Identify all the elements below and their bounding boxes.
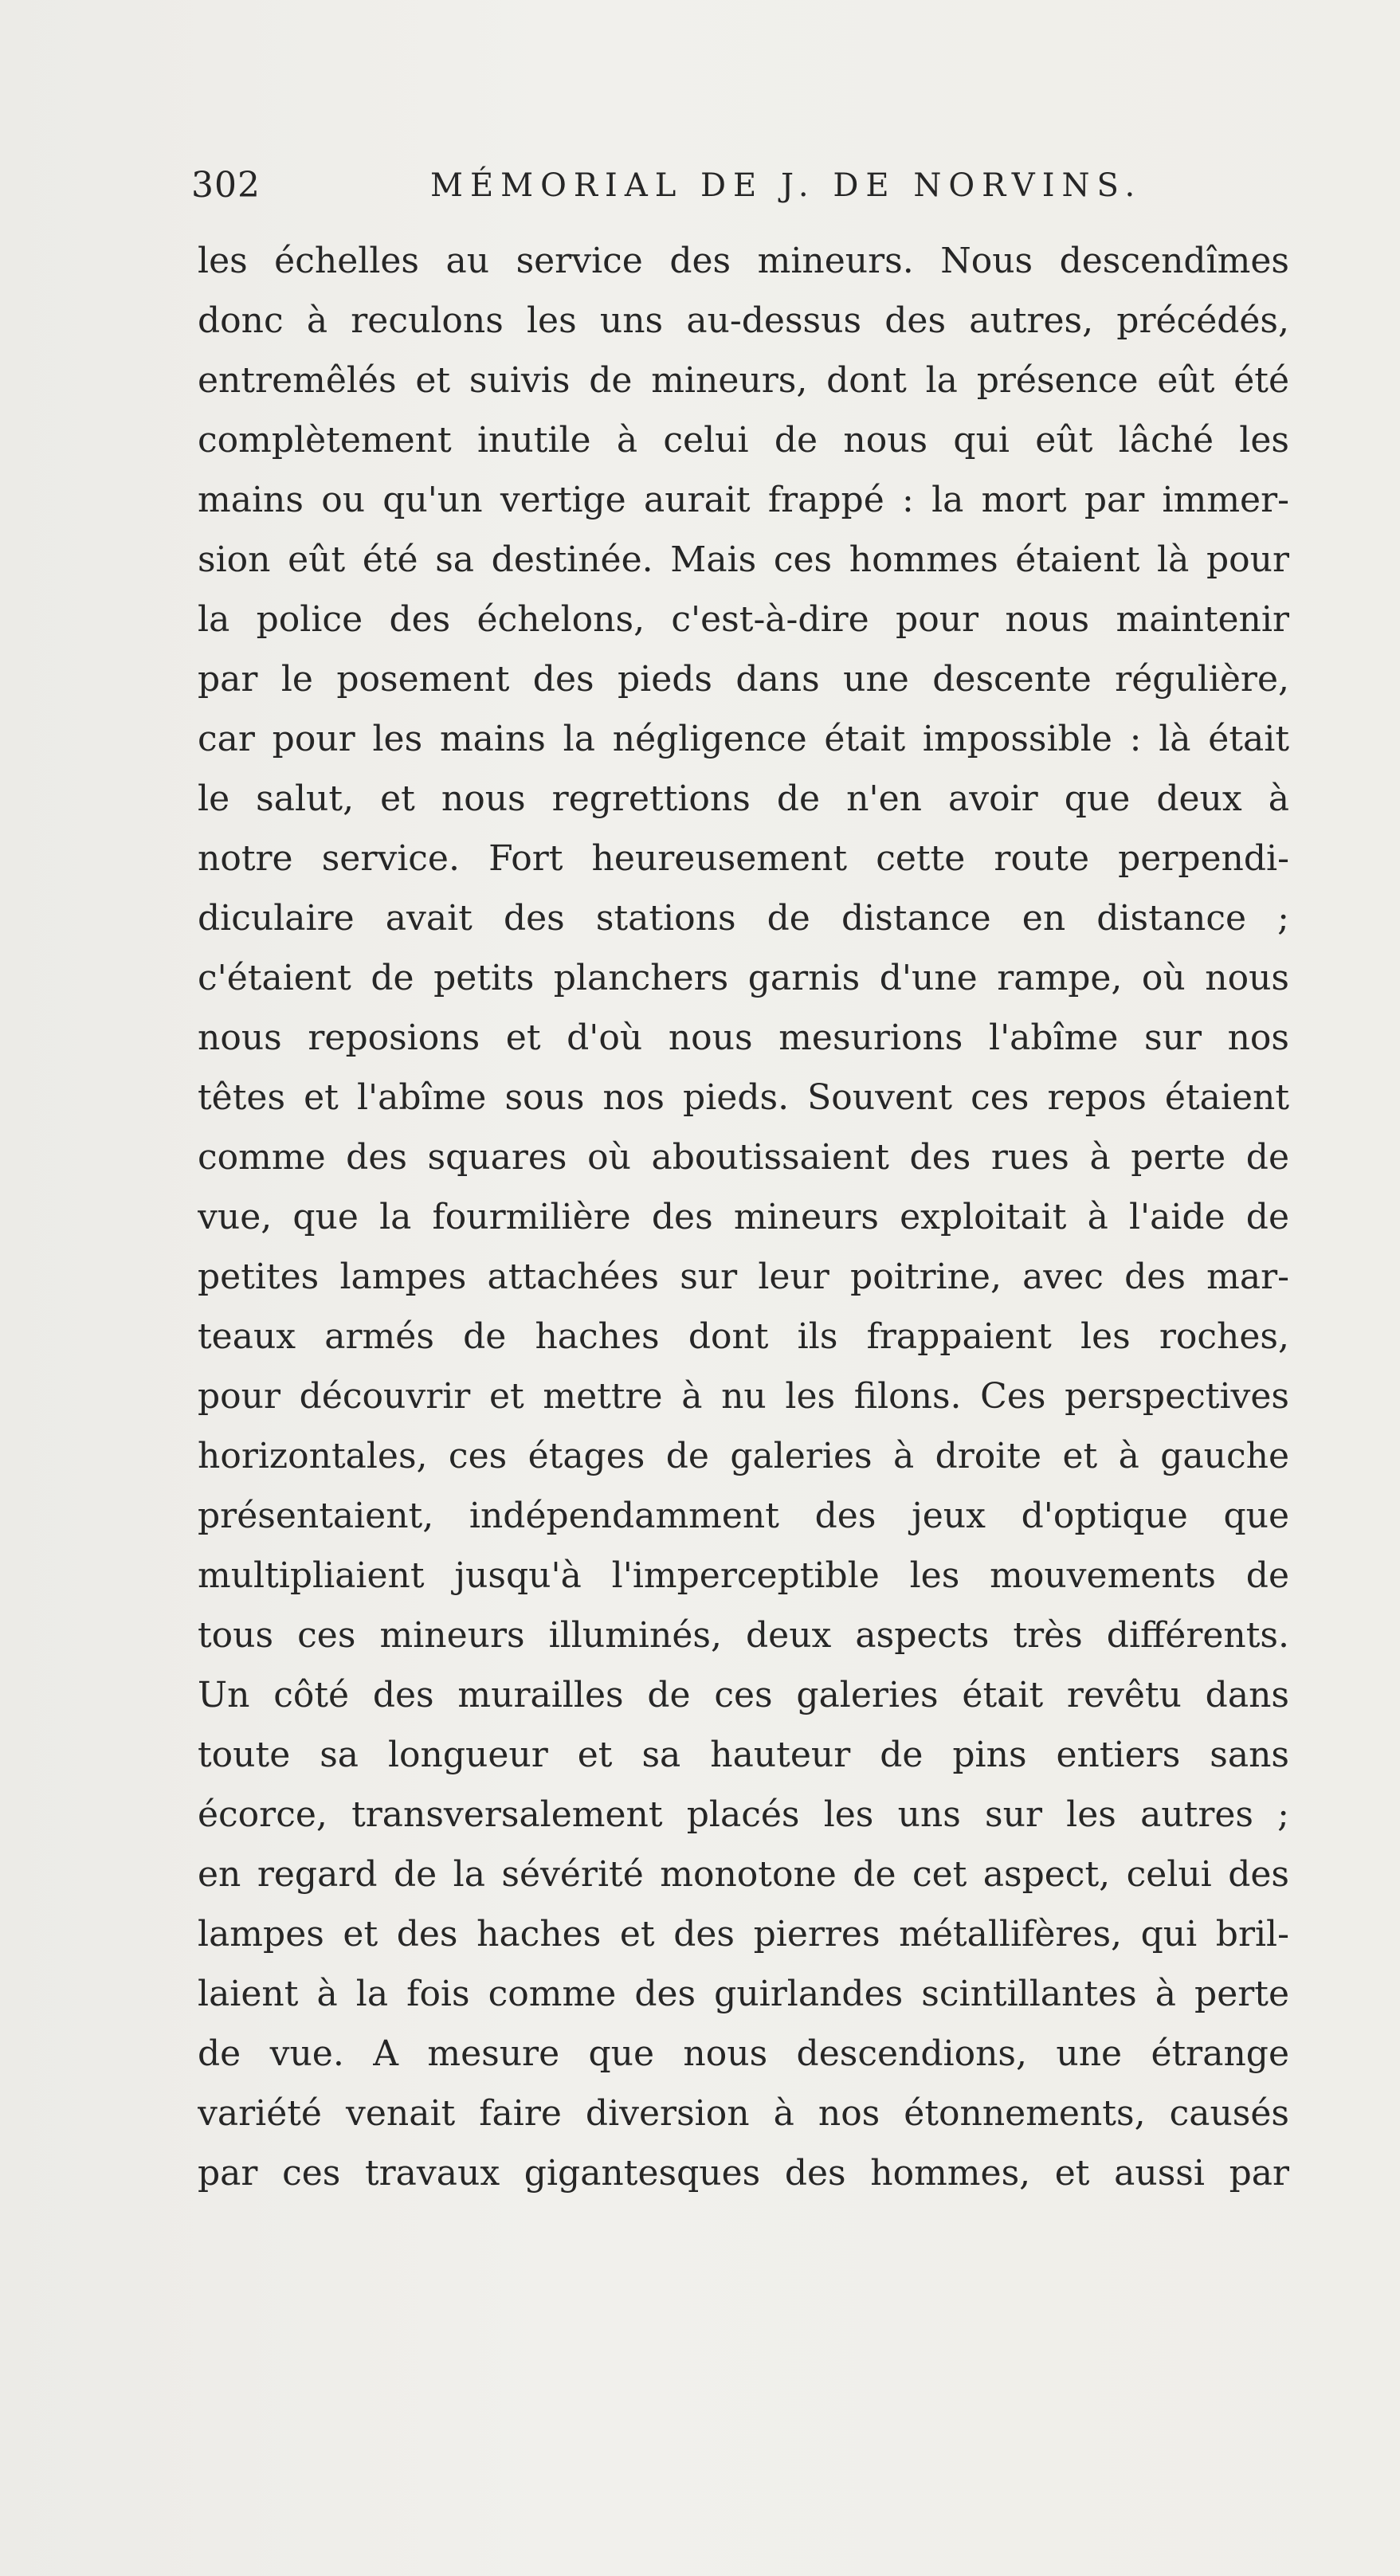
text-line: par le posement des pieds dans une descente régulière,: [198, 659, 1289, 700]
text-line: multipliaient jusqu'à l'imperceptible les mouvements de: [198, 1555, 1289, 1596]
text-line: diculaire avait des stations de distance en distance ;: [198, 898, 1289, 939]
text-line: par ces travaux gigantesques des hommes, et aussi par: [198, 2153, 1289, 2194]
text-line: laient à la fois comme des guirlandes scintillantes à perte: [198, 1974, 1289, 2014]
text-line: donc à reculons les uns au-dessus des autres, précédés,: [198, 300, 1289, 341]
text-line: écorce, transversalement placés les uns sur les autres ;: [198, 1794, 1289, 1835]
text-line: toute sa longueur et sa hauteur de pins entiers sans: [198, 1735, 1289, 1775]
text-line: le salut, et nous regrettions de n'en avoir que deux à: [198, 778, 1289, 819]
text-line: notre service. Fort heureusement cette route perpendi-: [198, 838, 1289, 879]
body-text: [198, 231, 1289, 2303]
text-line: en regard de la sévérité monotone de cet aspect, celui des: [198, 1854, 1289, 1895]
text-line: pour découvrir et mettre à nu les filons. Ces perspectives: [198, 1376, 1289, 1417]
text-line: lampes et des haches et des pierres métallifères, qui bril-: [198, 1914, 1289, 1955]
page-header: [191, 158, 1291, 214]
text-line: nous reposions et d'où nous mesurions l'abîme sur nos: [198, 1017, 1289, 1058]
page-number: 302: [191, 165, 261, 206]
text-line: entremêlés et suivis de mineurs, dont la présence eût été: [198, 360, 1289, 401]
text-line: présentaient, indépendamment des jeux d'optique que: [198, 1496, 1289, 1536]
text-line: horizontales, ces étages de galeries à droite et à gauche: [198, 1436, 1289, 1476]
text-line: la police des échelons, c'est-à-dire pour nous maintenir: [198, 599, 1289, 640]
text-line: c'étaient de petits planchers garnis d'une rampe, où nous: [198, 958, 1289, 998]
running-title: MÉMORIAL DE J. DE NORVINS.: [430, 167, 1143, 204]
text-line: complètement inutile à celui de nous qui eût lâché les: [198, 420, 1289, 461]
text-line: petites lampes attachées sur leur poitrine, avec des mar-: [198, 1257, 1289, 1297]
text-line: les échelles au service des mineurs. Nous descendîmes: [198, 241, 1289, 281]
text-line: vue, que la fourmilière des mineurs exploitait à l'aide de: [198, 1197, 1289, 1237]
text-line: variété venait faire diversion à nos étonnements, causés: [198, 2093, 1289, 2134]
text-line: tous ces mineurs illuminés, deux aspects très différents.: [198, 1615, 1289, 1656]
text-line: comme des squares où aboutissaient des rues à perte de: [198, 1137, 1289, 1178]
text-line: Un côté des murailles de ces galeries était revêtu dans: [198, 1675, 1289, 1715]
text-line: car pour les mains la négligence était impossible : là était: [198, 719, 1289, 759]
text-line: sion eût été sa destinée. Mais ces hommes étaient là pour: [198, 539, 1289, 580]
text-line: de vue. A mesure que nous descendions, une étrange: [198, 2033, 1289, 2074]
text-line: teaux armés de haches dont ils frappaient les roches,: [198, 1316, 1289, 1357]
text-line: têtes et l'abîme sous nos pieds. Souvent ces repos étaient: [198, 1077, 1289, 1118]
text-line: mains ou qu'un vertige aurait frappé : la mort par immer-: [198, 480, 1289, 520]
